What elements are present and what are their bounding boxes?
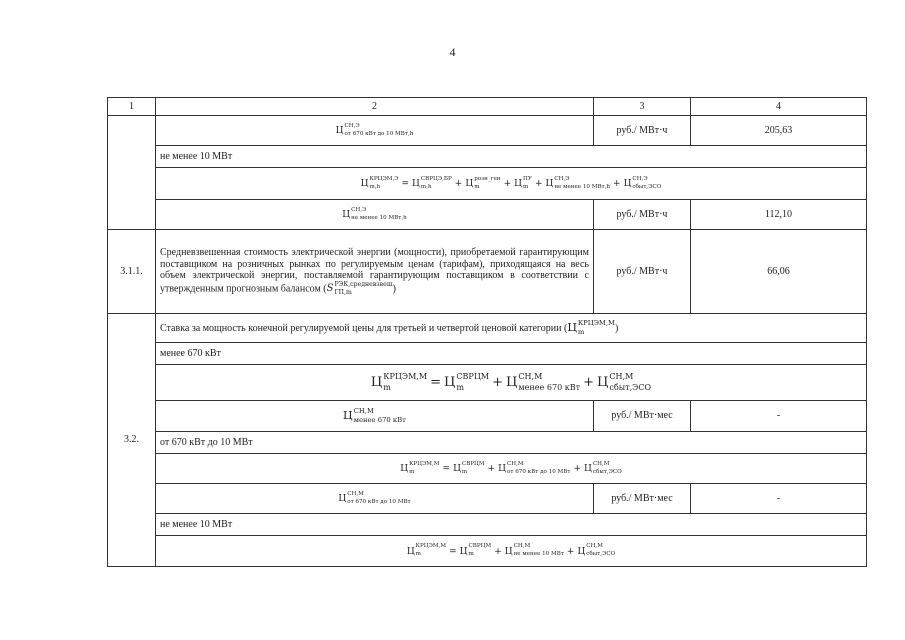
tariff-symbol: Ц СН,Э не менее 10 МВт,h [342, 206, 407, 221]
table-row [108, 343, 867, 365]
description-cell: Средневзвешенная стоимость электрической энергии (мощности), приобретаемой гарантирующим поставщиком на розничных рынках по регулируемым ценам (тарифам), приходящаяся на весь объем электрической энергии, поставляемой гарантирующим поставщиком в соответствии с утвержденным прогнозным балансом (S РЭК,средневзвеш ГП,m ) [156, 230, 594, 314]
header-col-3: 3 [594, 98, 691, 116]
section-title: Ставка за мощность конечной регулируемой цены для третьей и четвертой ценовой категории (Ц КРЦЭМ,М m ) [156, 314, 867, 343]
row-number: 3.2. [108, 314, 156, 567]
unit-cell: руб./ МВт·мес [594, 401, 691, 432]
formula-cell [156, 484, 594, 514]
price-formula: Ц КРЦЭМ,Э m,h = Ц СВРЦЭ,БР m,h + Ц розн_ген m + Ц ПУ m + Ц СН,Э не менее 10 МВт,h + Ц СН,Э сбыт,ЭСО [360, 175, 662, 190]
table-row [108, 454, 867, 484]
table-row [108, 536, 867, 567]
table-row [108, 168, 867, 200]
formula-cell [156, 454, 867, 484]
price-formula: Ц КРЦЭМ,М m = Ц СВРЦМ m + Ц СН,М менее 670 кВт + Ц СН,М сбыт,ЭСО [370, 372, 652, 392]
header-col-4: 4 [691, 98, 867, 116]
s-symbol: S РЭК,средневзвеш ГП,m [326, 280, 393, 296]
subsection-label: не менее 10 МВт [156, 146, 867, 168]
unit-cell: руб./ МВт·ч [594, 230, 691, 314]
formula-cell [156, 536, 867, 567]
table-row [108, 432, 867, 454]
value-cell: - [691, 484, 867, 514]
header-col-2: 2 [156, 98, 594, 116]
table-row [108, 230, 867, 314]
formula-cell [156, 365, 867, 401]
table-row [108, 401, 867, 432]
unit-cell: руб./ МВт·мес [594, 484, 691, 514]
value-cell: 112,10 [691, 200, 867, 230]
formula-cell [156, 200, 594, 230]
row-number: 3.1.1. [108, 230, 156, 314]
tariff-table [107, 97, 867, 567]
tariff-symbol: Ц СН,М менее 670 кВт [343, 407, 406, 424]
table-row [108, 514, 867, 536]
row-number-cell-empty [108, 116, 156, 230]
price-formula: Ц КРЦЭМ,М m = Ц СВРЦМ m + Ц СН,М не менее 10 МВт + Ц СН,М сбыт,ЭСО [406, 543, 616, 557]
formula-cell [156, 401, 594, 432]
unit-cell: руб./ МВт·ч [594, 200, 691, 230]
subsection-label: от 670 кВт до 10 МВт [156, 432, 867, 454]
page-number: 4 [449, 45, 456, 59]
value-cell: 66,06 [691, 230, 867, 314]
table-row [108, 314, 867, 343]
formula-cell [156, 168, 867, 200]
table-row [108, 200, 867, 230]
tariff-symbol: Ц СН,Э от 670 кВт до 10 МВт,h [335, 122, 414, 137]
subsection-label: не менее 10 МВт [156, 514, 867, 536]
table-row [108, 146, 867, 168]
value-cell: - [691, 401, 867, 432]
table-row [108, 365, 867, 401]
table-row [108, 484, 867, 514]
price-formula: Ц КРЦЭМ,М m = Ц СВРЦМ m + Ц СН,М от 670 кВт до 10 МВт + Ц СН,М сбыт,ЭСО [400, 460, 622, 475]
unit-cell: руб./ МВт·ч [594, 116, 691, 146]
subsection-label: менее 670 кВт [156, 343, 867, 365]
value-cell: 205,63 [691, 116, 867, 146]
formula-cell [156, 116, 594, 146]
table-row [108, 116, 867, 146]
table-header-row [108, 98, 867, 116]
tariff-symbol: Ц СН,М от 670 кВт до 10 МВт [338, 490, 411, 505]
header-col-1: 1 [108, 98, 156, 116]
tariff-symbol: Ц КРЦЭМ,М m [567, 319, 616, 336]
